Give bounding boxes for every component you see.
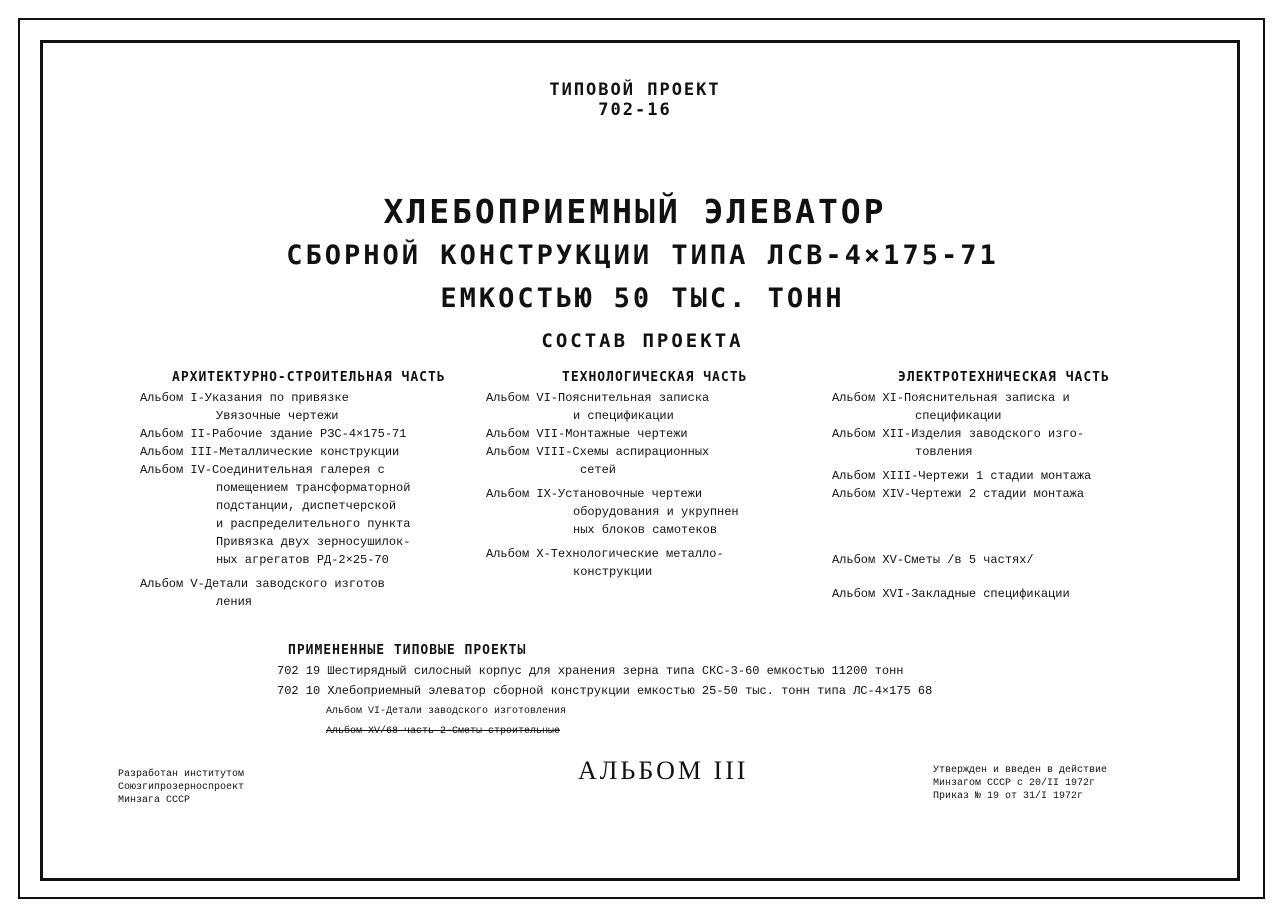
tech-line: Альбом IX-Установочные чертежи [486,487,703,501]
arch-line: Альбом III-Металлические конструкции [140,445,400,459]
arch-line: и распределительного пункта [216,517,411,531]
elec-column-heading: ЭЛЕКТРОТЕХНИЧЕСКАЯ ЧАСТЬ [898,370,1110,385]
tech-line: Альбом VII-Монтажные чертежи [486,427,688,441]
album-number: АЛЬБОМ III [578,756,749,785]
document-title: ХЛЕБОПРИЕМНЫЙ ЭЛЕВАТОР [383,192,887,231]
tech-line: оборудования и укрупнен [573,505,739,519]
document-capacity: ЕМКОСТЬЮ 50 ТЫС. ТОНН [440,283,845,314]
arch-line: подстанции, диспетчерской [216,499,397,513]
tech-line: и спецификации [573,409,674,423]
applied-projects-heading: ПРИМЕНЕННЫЕ ТИПОВЫЕ ПРОЕКТЫ [288,643,527,658]
developer-line: Союзгипрозерноспроект [118,782,245,793]
developer-line: Минзага СССР [118,795,191,806]
tech-line: ных блоков самотеков [573,523,718,537]
applied-project-line: 702 10 Хлебоприемный элеватор сборной конструкции емкостью 25-50 тыс. тонн типа ЛС-4×175 68 [277,684,933,698]
project-type-label: ТИПОВОЙ ПРОЕКТ [549,80,721,100]
tech-line: Альбом VI-Пояснительная записка [486,391,710,405]
tech-line: сетей [580,463,617,477]
arch-column-heading: АРХИТЕКТУРНО-СТРОИТЕЛЬНАЯ ЧАСТЬ [172,370,446,385]
document-subtitle: СБОРНОЙ КОНСТРУКЦИИ ТИПА ЛСВ-4×175-71 [286,240,999,271]
applied-project-line: 702 19 Шестирядный силосный корпус для хранения зерна типа СКС-3-60 емкостью 11200 тонн [277,664,904,678]
developer-line: Разработан институтом [118,769,245,780]
arch-line: ления [216,595,253,609]
applied-project-subline: Альбом VI-Детали заводского изготовления [326,706,567,717]
approval-line: Минзагом СССР с 20/II 1972г [933,778,1096,789]
arch-line: Альбом V-Детали заводского изготов [140,577,385,591]
arch-line: Альбом II-Рабочие здание РЗС-4×175-71 [140,427,407,441]
tech-line: Альбом VIII-Схемы аспирационных [486,445,710,459]
approval-line: Приказ № 19 от 31/I 1972г [933,791,1084,802]
arch-line: Привязка двух зерносушилок- [216,535,411,549]
arch-line: ных агрегатов РД-2×25-70 [216,553,389,567]
elec-line: Альбом XIII-Чертежи 1 стадии монтажа [832,469,1092,483]
tech-column-heading: ТЕХНОЛОГИЧЕСКАЯ ЧАСТЬ [562,370,748,385]
elec-line: Альбом XV-Сметы /в 5 частях/ [832,553,1034,567]
applied-project-subline: Альбом XV/68 часть 2-Сметы строительные [326,726,561,737]
inner-frame [40,40,1240,881]
arch-line: помещением трансформаторной [216,481,411,495]
elec-line: Альбом XVI-Закладные спецификации [832,587,1070,601]
elec-line: товления [915,445,973,459]
project-number: 702-16 [598,100,672,120]
tech-line: Альбом X-Технологические металло- [486,547,724,561]
elec-line: Альбом XI-Пояснительная записка и [832,391,1070,405]
composition-heading: СОСТАВ ПРОЕКТА [541,330,744,352]
elec-line: спецификации [915,409,1002,423]
arch-line: Увязочные чертежи [216,409,339,423]
elec-line: Альбом XIV-Чертежи 2 стадии монтажа [832,487,1085,501]
approval-line: Утвержден и введен в действие [933,765,1108,776]
tech-line: конструкции [573,565,653,579]
arch-line: Альбом IV-Соединительная галерея с [140,463,385,477]
elec-line: Альбом XII-Изделия заводского изго- [832,427,1085,441]
arch-line: Альбом I-Указания по привязке [140,391,349,405]
